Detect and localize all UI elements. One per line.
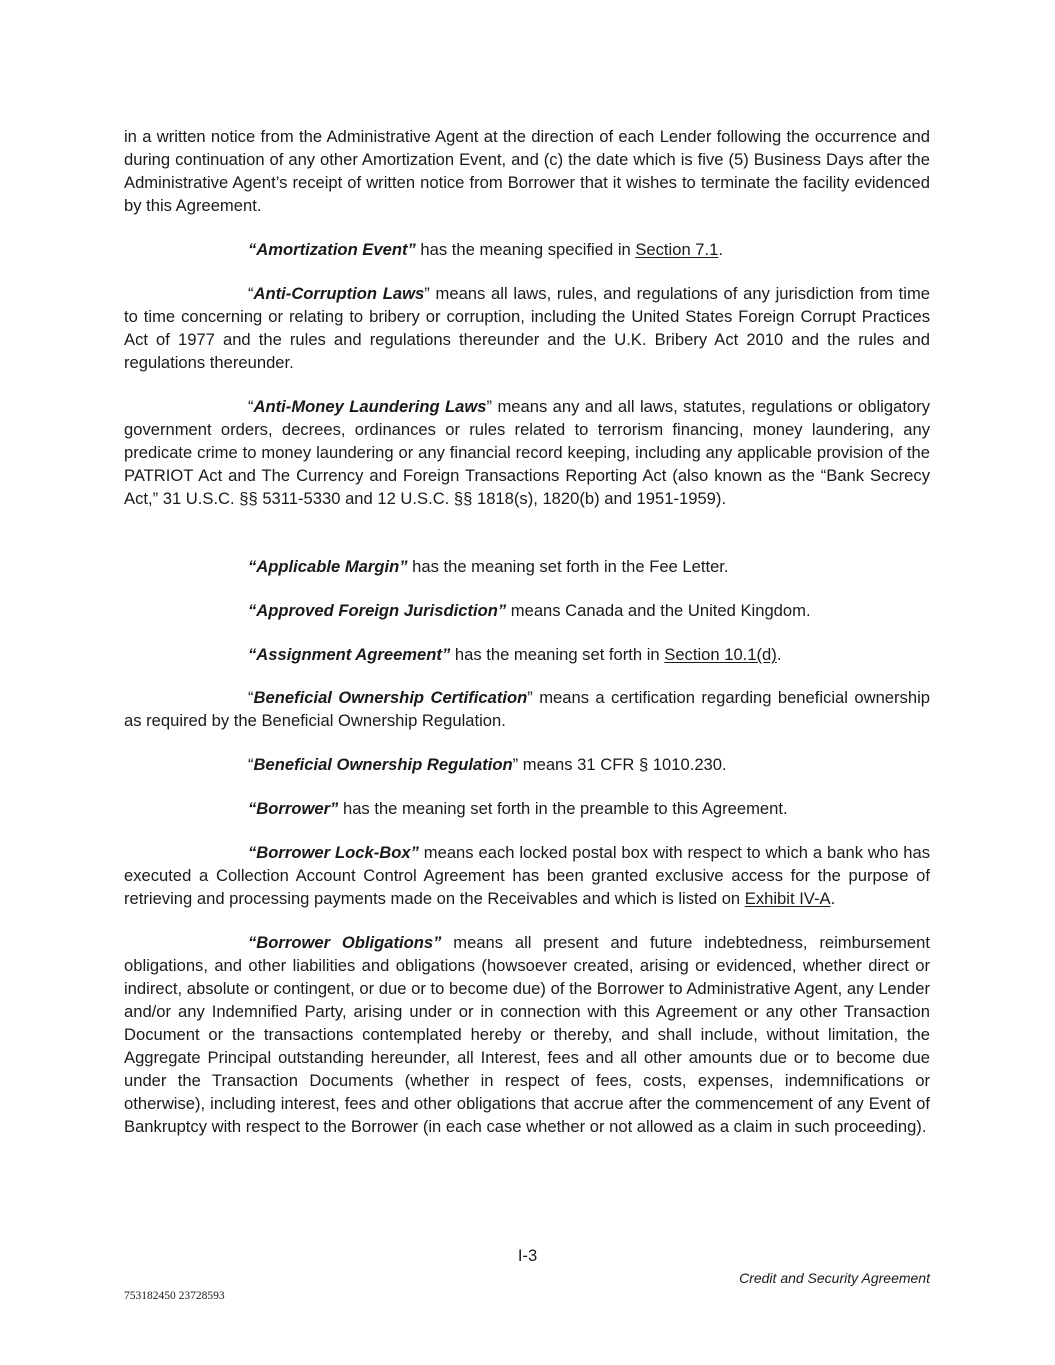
definition-borrower xyxy=(124,797,930,820)
body-text: ” means any and all laws, statutes, regulations or obligatory government orders, decrees, ordinances or rules related to terrorism financing, money laundering, any predicate crime to money laundering or any financial record keeping, including any applicable provision of the PATRIOT Act and The Currency and Foreign Transactions Reporting Act (also known as the “Bank Secrecy Act,” 31 U.S.C. §§ 5311-5330 and 12 U.S.C. §§ 1818(s), 1820(b) and 1951-1959). xyxy=(124,397,930,508)
body-text: has the meaning set forth in xyxy=(450,645,665,664)
definition-applicable-margin xyxy=(124,555,930,578)
defined-term: “Approved Foreign Jurisdiction” xyxy=(248,601,507,620)
defined-term: “Applicable Margin” xyxy=(248,557,408,576)
body-text: ” means all laws, rules, and regulations of any jurisdiction from time to time concerning or relating to bribery or corruption, including the United States Foreign Corrupt Practices Act of 1977 and the rules and regulations thereunder and the U.K. Bribery Act 2010 and the rules and regulations thereunder. xyxy=(124,284,930,372)
body-text: . xyxy=(830,889,836,908)
body-text: has the meaning set forth in the preamble to this Agreement. xyxy=(338,799,788,818)
definition-borrower-lock-box xyxy=(124,841,930,910)
body-text: “ xyxy=(248,755,254,774)
definition-anti-money-laundering-laws xyxy=(124,395,930,510)
cross-reference: Exhibit IV-A xyxy=(744,889,831,908)
body-text: in a written notice from the Administrative Agent at the direction of each Lender following the occurrence and during continuation of any other Amortization Event, and (c) the date which is five (5) Business Days after the Administrative Agent’s receipt of written notice from Borrower that it wishes to terminate the facility evidenced by this Agreement. xyxy=(124,127,930,215)
body-text: “ xyxy=(248,284,254,303)
body-text: means each locked postal box with respect to which a bank who has executed a Collection Account Control Agreement has been granted exclusive access for the purpose of retrieving and processing payments made on the Receivables and which is listed on xyxy=(124,843,930,908)
defined-term: Anti-Money Laundering Laws xyxy=(253,397,487,416)
definition-approved-foreign-jurisdiction xyxy=(124,599,930,622)
body-text: . xyxy=(776,645,782,664)
defined-term: “Assignment Agreement” xyxy=(248,645,451,664)
body-text: has the meaning specified in xyxy=(415,240,636,259)
defined-term: Beneficial Ownership Certification xyxy=(253,688,528,707)
defined-term: Anti-Corruption Laws xyxy=(253,284,425,303)
definition-beneficial-ownership-certification xyxy=(124,686,930,732)
document-id: 753182450 23728593 xyxy=(124,1290,225,1302)
body-text: ” means a certification regarding beneficial ownership as required by the Beneficial Ownership Regulation. xyxy=(124,688,930,730)
defined-term: “Amortization Event” xyxy=(248,240,416,259)
cross-reference: Section 7.1 xyxy=(635,240,719,259)
definition-anti-corruption-laws xyxy=(124,282,930,374)
document-title: Credit and Security Agreement xyxy=(739,1270,930,1286)
definition-beneficial-ownership-regulation xyxy=(124,753,930,776)
continuation-paragraph xyxy=(124,125,930,217)
body-text: means Canada and the United Kingdom. xyxy=(506,601,811,620)
defined-term: “Borrower Lock-Box” xyxy=(248,843,419,862)
defined-term: “Borrower Obligations” xyxy=(248,933,442,952)
definition-amortization-event xyxy=(124,238,930,261)
body-text: . xyxy=(718,240,723,259)
defined-term: Beneficial Ownership Regulation xyxy=(253,755,513,774)
body-text: “ xyxy=(248,688,254,707)
body-text: means all present and future indebtedness, reimbursement obligations, and other liabilities and obligations (howsoever created, arising or evidenced, whether direct or indirect, absolute or contingent, or due or to become due) of the Borrower to Administrative Agent, any Lender and/or any Indemnified Party, arising under or in connection with this Agreement or any other Transaction Document or the transactions contemplated hereby or thereby, and shall include, without limitation, the Aggregate Principal outstanding hereunder, all Interest, fees and all other amounts due or to become due under the Transaction Documents (whether in respect of fees, costs, expenses, indemnifications or otherwise), including interest, fees and other obligations that accrue after the commencement of any Event of Bankruptcy with respect to the Borrower (in each case whether or not allowed as a claim in such proceeding). xyxy=(124,933,930,1136)
body-text: has the meaning set forth in the Fee Letter. xyxy=(407,557,729,576)
definition-assignment-agreement xyxy=(124,643,930,666)
body-text: “ xyxy=(248,397,254,416)
page-number: I-3 xyxy=(517,1246,538,1265)
cross-reference: Section 10.1(d) xyxy=(664,645,777,664)
defined-term: “Borrower” xyxy=(248,799,339,818)
definition-borrower-obligations xyxy=(124,931,930,1138)
body-text: ” means 31 CFR § 1010.230. xyxy=(512,755,727,774)
